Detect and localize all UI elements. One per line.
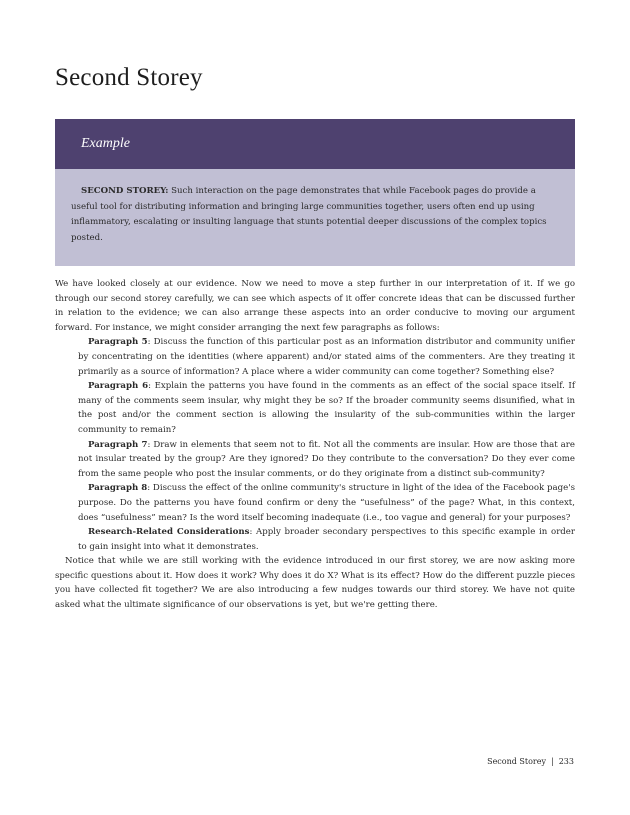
outline-item-paragraph-8 xyxy=(55,481,575,525)
outline-item-lead: Paragraph 5 xyxy=(88,337,148,348)
example-lead: SECOND STOREY: xyxy=(81,186,169,196)
outline-item-text: : Discuss the function of this particular post as an information distributor and community unifier by concentrating on the identities (where apparent) and/or stated aims of the commenters. Are they treating it primarily as a source of information? A place where a wider community can come together? Something else? xyxy=(78,337,575,377)
outline-item-paragraph-5 xyxy=(55,335,575,379)
outline-item-lead: Research-Related Considerations xyxy=(88,527,250,538)
page-number: 233 xyxy=(558,757,574,766)
example-label: Example xyxy=(81,136,130,151)
outline-item-text: : Draw in elements that seem not to fit. Not all the comments are insular. How are those that are not insular treated by the group? Are they ignored? Do they contribute to the conversation? Do they ever come from the same people who post the insular comments, or do they originate from a distinct sub-community? xyxy=(78,439,576,479)
outline-item-paragraph-7 xyxy=(55,438,575,482)
page-footer xyxy=(487,757,574,766)
outline-item-lead: Paragraph 7 xyxy=(88,439,148,450)
outline-item-lead: Paragraph 8 xyxy=(88,483,148,494)
example-header xyxy=(55,119,575,169)
example-body xyxy=(55,169,575,266)
example-text: Such interaction on the page demonstrates that while Facebook pages do provide a useful tool for distributing information and bringing large communities together, users often end up using inflammatory, escalating or insulting language that stunts potential deeper discussions of the complex topics posted. xyxy=(71,186,547,243)
main-text xyxy=(55,277,575,613)
outline-item-text: : Apply broader secondary perspectives to this specific example in order to gain insight into what it demonstrates. xyxy=(78,527,575,552)
intro-paragraph: We have looked closely at our evidence. Now we need to move a step further in our interpretation of it. If we go through our second storey carefully, we can see which aspects of it offer concrete ideas that can be discussed further in relation to the evidence; we can also arrange these aspects into an order conducive to moving our argument forward. For instance, we might consider arranging the next few paragraphs as follows: xyxy=(55,279,575,333)
footer-separator: | xyxy=(551,757,554,766)
closing-paragraph: Notice that while we are still working with the evidence introduced in our first storey, we are now asking more specific questions about it. How does it work? Why does it do X? What is its effect? How do the different puzzle pieces you have collected fit together? We are also introducing a few nudges towards our third storey. We have not quite asked what the ultimate significance of our observations is yet, but we're getting there. xyxy=(55,556,575,611)
outline-item-paragraph-6 xyxy=(55,379,575,437)
example-box xyxy=(55,119,575,266)
outline-item-research xyxy=(55,525,575,554)
footer-section-title: Second Storey xyxy=(487,757,547,766)
outline-item-text: : Explain the patterns you have found in the comments as an effect of the social space itself. If many of the comments seem insular, why might they be so? If the broader community seems disunified, what in the post and/or the comment section is allowing the insularity of the sub-communities within the larger community to remain? xyxy=(78,381,576,435)
outline-item-lead: Paragraph 6 xyxy=(88,381,149,392)
page-title: Second Storey xyxy=(55,64,203,91)
outline-item-text: : Discuss the effect of the online community's structure in light of the idea of the Facebook page's purpose. Do the patterns you have found confirm or deny the “usefulness” of the page? What, in this context, does “usefulness” mean? Is the word itself becoming inadequate (i.e., too vague and general) for your purposes? xyxy=(78,483,575,523)
